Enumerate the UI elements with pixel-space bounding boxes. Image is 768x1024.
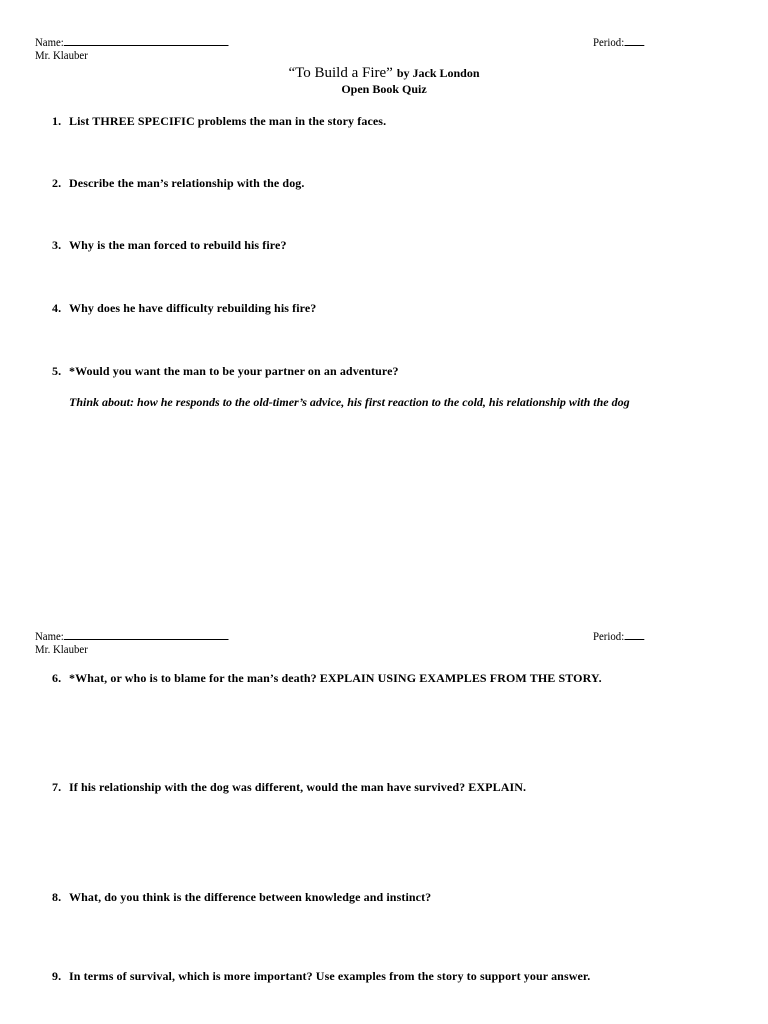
story-title: “To Build a Fire” <box>288 65 393 81</box>
name-label: Name: <box>35 35 64 49</box>
question-3: 3. Why is the man forced to rebuild his fire? <box>52 238 287 252</box>
teacher-name-top: Mr. Klauber <box>35 48 88 62</box>
period-line-top <box>593 35 644 50</box>
question-5: 5. *Would you want the man to be your partner on an adventure? <box>52 364 399 378</box>
question-4: 4. Why does he have difficulty rebuilding his fire? <box>52 301 317 315</box>
period-line-bottom <box>593 629 644 644</box>
question-6: 6. *What, or who is to blame for the man’s death? EXPLAIN USING EXAMPLES FROM THE STORY. <box>52 671 602 685</box>
question-8: 8. What, do you think is the difference between knowledge and instinct? <box>52 890 432 904</box>
question-7: 7. If his relationship with the dog was different, would the man have survived? EXPLAIN. <box>52 780 527 794</box>
period-label: Period: <box>593 35 625 49</box>
question-2: 2. Describe the man’s relationship with the dog. <box>52 176 305 190</box>
name-blank <box>64 35 229 46</box>
question-9: 9. In terms of survival, which is more important? Use examples from the story to support your answer. <box>52 969 591 983</box>
teacher-name-bottom: Mr. Klauber <box>35 642 88 656</box>
period-label: Period: <box>593 629 625 643</box>
question-1: 1. List THREE SPECIFIC problems the man in the story faces. <box>52 114 387 128</box>
author-byline: by Jack London <box>396 66 480 80</box>
period-blank <box>624 629 644 640</box>
question-5-hint: Think about: how he responds to the old-timer’s advice, his first reaction to the cold, his relationship with the dog <box>69 395 630 409</box>
quiz-title <box>0 64 768 82</box>
quiz-subtitle: Open Book Quiz <box>341 82 427 96</box>
name-blank <box>64 629 229 640</box>
name-label: Name: <box>35 629 64 643</box>
period-blank <box>624 35 644 46</box>
